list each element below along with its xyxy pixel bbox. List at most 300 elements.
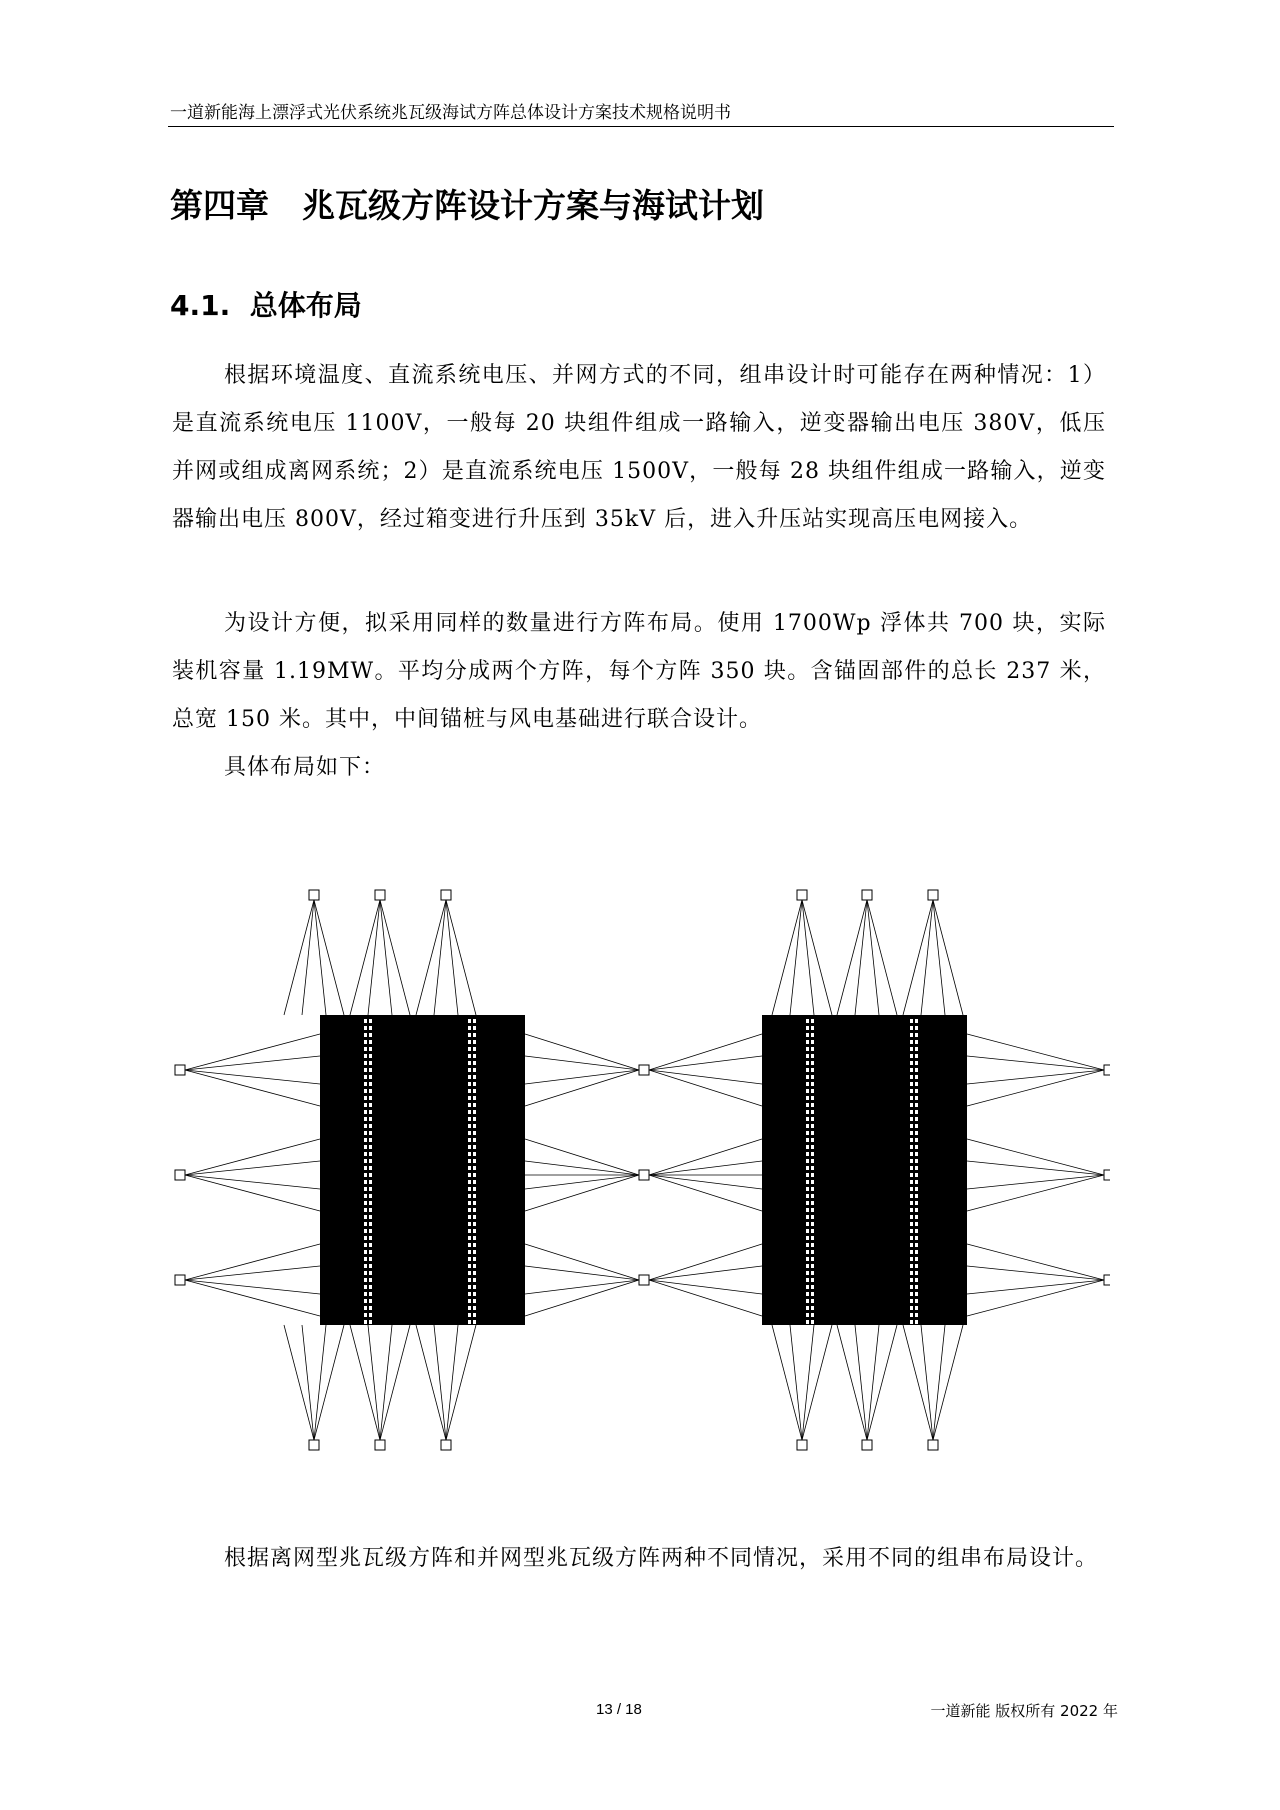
anchor-bottom-1-2 bbox=[928, 1440, 938, 1450]
walkway-mark bbox=[915, 1152, 918, 1156]
walkway-mark bbox=[369, 1320, 372, 1324]
walkway-mark bbox=[915, 1089, 918, 1093]
walkway-mark bbox=[915, 1103, 918, 1107]
walkway-mark bbox=[811, 1096, 814, 1100]
walkway-mark bbox=[910, 1145, 913, 1149]
walkway-mark bbox=[915, 1278, 918, 1282]
mooring-line-side bbox=[649, 1175, 762, 1189]
walkway-mark bbox=[910, 1222, 913, 1226]
walkway-mark bbox=[473, 1054, 476, 1058]
walkway-mark bbox=[910, 1201, 913, 1205]
walkway-mark bbox=[364, 1173, 367, 1177]
walkway-mark bbox=[369, 1068, 372, 1072]
walkway-mark bbox=[468, 1103, 471, 1107]
walkway-mark bbox=[806, 1222, 809, 1226]
walkway-mark bbox=[910, 1208, 913, 1212]
walkway-mark bbox=[364, 1096, 367, 1100]
walkway-mark bbox=[915, 1019, 918, 1023]
walkway-mark bbox=[910, 1117, 913, 1121]
walkway-mark bbox=[811, 1054, 814, 1058]
walkway-mark bbox=[910, 1229, 913, 1233]
mooring-line-side bbox=[967, 1070, 1104, 1084]
walkway-mark bbox=[910, 1257, 913, 1261]
walkway-mark bbox=[915, 1145, 918, 1149]
walkway-mark bbox=[369, 1138, 372, 1142]
walkway-mark bbox=[915, 1243, 918, 1247]
walkway-mark bbox=[811, 1047, 814, 1051]
walkway-mark bbox=[473, 1089, 476, 1093]
walkway-mark bbox=[369, 1215, 372, 1219]
mooring-line-side bbox=[185, 1175, 320, 1189]
mooring-line-side bbox=[649, 1161, 762, 1175]
walkway-mark bbox=[910, 1019, 913, 1023]
walkway-mark bbox=[915, 1313, 918, 1317]
mooring-line-top bbox=[284, 900, 314, 1015]
walkway-mark bbox=[369, 1292, 372, 1296]
mooring-line-side bbox=[525, 1139, 639, 1175]
walkway-mark bbox=[468, 1313, 471, 1317]
walkway-mark bbox=[473, 1040, 476, 1044]
walkway-mark bbox=[915, 1110, 918, 1114]
walkway-mark bbox=[473, 1061, 476, 1065]
walkway-mark bbox=[910, 1278, 913, 1282]
walkway-mark bbox=[811, 1194, 814, 1198]
walkway-mark bbox=[364, 1257, 367, 1261]
walkway-mark bbox=[473, 1152, 476, 1156]
walkway-mark bbox=[369, 1180, 372, 1184]
walkway-mark bbox=[473, 1173, 476, 1177]
walkway-mark bbox=[364, 1166, 367, 1170]
walkway-mark bbox=[468, 1257, 471, 1261]
walkway-mark bbox=[811, 1061, 814, 1065]
walkway-mark bbox=[915, 1292, 918, 1296]
mooring-line-bottom bbox=[837, 1325, 867, 1440]
mooring-line-side bbox=[185, 1244, 320, 1280]
walkway-mark bbox=[915, 1159, 918, 1163]
mooring-line-side bbox=[967, 1139, 1104, 1175]
mooring-line-bottom bbox=[802, 1325, 832, 1440]
walkway-mark bbox=[910, 1026, 913, 1030]
walkway-mark bbox=[910, 1180, 913, 1184]
walkway-mark bbox=[915, 1061, 918, 1065]
walkway-mark bbox=[806, 1166, 809, 1170]
walkway-mark bbox=[910, 1040, 913, 1044]
walkway-mark bbox=[915, 1047, 918, 1051]
walkway-mark bbox=[473, 1229, 476, 1233]
mooring-line-side bbox=[967, 1161, 1104, 1175]
mooring-line-top bbox=[350, 900, 380, 1015]
walkway-mark bbox=[915, 1229, 918, 1233]
walkway-mark bbox=[915, 1138, 918, 1142]
section-title: 4.1. 总体布局 bbox=[170, 289, 362, 322]
walkway-mark bbox=[811, 1019, 814, 1023]
walkway-mark bbox=[468, 1096, 471, 1100]
walkway-mark bbox=[473, 1159, 476, 1163]
walkway-mark bbox=[473, 1033, 476, 1037]
walkway-mark bbox=[468, 1208, 471, 1212]
walkway-mark bbox=[806, 1208, 809, 1212]
walkway-mark bbox=[364, 1159, 367, 1163]
walkway-mark bbox=[468, 1124, 471, 1128]
walkway-mark bbox=[364, 1208, 367, 1212]
walkway-mark bbox=[473, 1103, 476, 1107]
walkway-mark bbox=[811, 1201, 814, 1205]
mooring-line-top bbox=[314, 900, 344, 1015]
paragraph-4: 根据离网型兆瓦级方阵和并网型兆瓦级方阵两种不同情况，采用不同的组串布局设计。 bbox=[224, 1546, 1099, 1571]
walkway-mark bbox=[811, 1040, 814, 1044]
mooring-line-side bbox=[649, 1070, 762, 1106]
walkway-mark bbox=[811, 1145, 814, 1149]
walkway-mark bbox=[806, 1131, 809, 1135]
walkway-mark bbox=[364, 1103, 367, 1107]
walkway-mark bbox=[468, 1082, 471, 1086]
walkway-mark bbox=[468, 1110, 471, 1114]
walkway-mark bbox=[473, 1180, 476, 1184]
walkway-mark bbox=[369, 1306, 372, 1310]
mooring-line-side bbox=[967, 1280, 1104, 1316]
walkway-mark bbox=[910, 1313, 913, 1317]
walkway-mark bbox=[910, 1103, 913, 1107]
walkway-mark bbox=[369, 1278, 372, 1282]
walkway-mark bbox=[364, 1243, 367, 1247]
mooring-line-top bbox=[933, 900, 963, 1015]
walkway-mark bbox=[811, 1166, 814, 1170]
walkway-mark bbox=[473, 1124, 476, 1128]
walkway-mark bbox=[806, 1061, 809, 1065]
walkway-mark bbox=[369, 1075, 372, 1079]
mooring-line-side bbox=[525, 1175, 639, 1211]
mooring-line-bottom bbox=[933, 1325, 945, 1440]
walkway-mark bbox=[915, 1173, 918, 1177]
walkway-mark bbox=[910, 1306, 913, 1310]
walkway-mark bbox=[915, 1201, 918, 1205]
walkway-mark bbox=[468, 1152, 471, 1156]
walkway-mark bbox=[468, 1173, 471, 1177]
walkway-mark bbox=[811, 1250, 814, 1254]
walkway-mark bbox=[806, 1103, 809, 1107]
walkway-mark bbox=[806, 1082, 809, 1086]
paragraph-1: 根据环境温度、直流系统电压、并网方式的不同，组串设计时可能存在两种情况：1）是直流系统电压 1100V，一般每 20 块组件组成一路输入，逆变器输出电压 380V，低压并网或组成离网系统；2）是直流系统电压 1500V，一般每 28 块组件组成一路输入，逆变器输出电压 800V，经过箱变进行升压到 35kV 后，进入升压站实现高压电网接入。 bbox=[172, 363, 1106, 532]
walkway-mark bbox=[915, 1320, 918, 1324]
mooring-line-bottom bbox=[416, 1325, 446, 1440]
anchor-top-0-2 bbox=[441, 890, 451, 900]
walkway-mark bbox=[915, 1194, 918, 1198]
mooring-line-side bbox=[525, 1175, 639, 1189]
walkway-mark bbox=[910, 1166, 913, 1170]
walkway-mark bbox=[364, 1110, 367, 1114]
walkway-mark bbox=[915, 1271, 918, 1275]
walkway-mark bbox=[473, 1138, 476, 1142]
walkway-mark bbox=[468, 1187, 471, 1191]
walkway-mark bbox=[364, 1131, 367, 1135]
walkway-mark bbox=[364, 1201, 367, 1205]
walkway-mark bbox=[806, 1271, 809, 1275]
walkway-mark bbox=[473, 1292, 476, 1296]
paragraph-3: 具体布局如下： bbox=[224, 755, 386, 780]
mooring-line-side bbox=[185, 1161, 320, 1175]
walkway-mark bbox=[369, 1264, 372, 1268]
walkway-mark bbox=[468, 1117, 471, 1121]
walkway-mark bbox=[910, 1131, 913, 1135]
walkway-mark bbox=[915, 1075, 918, 1079]
walkway-mark bbox=[369, 1117, 372, 1121]
walkway-mark bbox=[811, 1264, 814, 1268]
walkway-mark bbox=[806, 1180, 809, 1184]
walkway-mark bbox=[364, 1145, 367, 1149]
walkway-mark bbox=[806, 1243, 809, 1247]
mooring-line-bottom bbox=[368, 1325, 380, 1440]
mooring-line-bottom bbox=[867, 1325, 879, 1440]
mooring-line-top bbox=[380, 900, 410, 1015]
walkway-mark bbox=[468, 1243, 471, 1247]
walkway-mark bbox=[915, 1180, 918, 1184]
walkway-mark bbox=[364, 1313, 367, 1317]
mooring-line-side bbox=[525, 1070, 639, 1106]
walkway-mark bbox=[369, 1201, 372, 1205]
mooring-line-bottom bbox=[772, 1325, 802, 1440]
walkway-mark bbox=[910, 1159, 913, 1163]
walkway-mark bbox=[364, 1180, 367, 1184]
walkway-mark bbox=[364, 1187, 367, 1191]
walkway-mark bbox=[369, 1229, 372, 1233]
walkway-mark bbox=[364, 1061, 367, 1065]
walkway-mark bbox=[364, 1278, 367, 1282]
walkway-mark bbox=[806, 1040, 809, 1044]
walkway-mark bbox=[468, 1194, 471, 1198]
walkway-mark bbox=[811, 1187, 814, 1191]
walkway-mark bbox=[468, 1292, 471, 1296]
walkway-mark bbox=[369, 1082, 372, 1086]
walkway-mark bbox=[468, 1278, 471, 1282]
walkway-mark bbox=[473, 1019, 476, 1023]
mooring-line-bottom bbox=[867, 1325, 897, 1440]
mooring-line-side bbox=[525, 1280, 639, 1294]
walkway-mark bbox=[473, 1187, 476, 1191]
mooring-line-top bbox=[446, 900, 458, 1015]
walkway-mark bbox=[468, 1264, 471, 1268]
walkway-mark bbox=[915, 1250, 918, 1254]
walkway-mark bbox=[910, 1264, 913, 1268]
walkway-mark bbox=[910, 1173, 913, 1177]
walkway-mark bbox=[473, 1096, 476, 1100]
anchor-bottom-1-0 bbox=[797, 1440, 807, 1450]
walkway-mark bbox=[811, 1131, 814, 1135]
anchor-bottom-0-0 bbox=[309, 1440, 319, 1450]
anchor-bottom-1-1 bbox=[862, 1440, 872, 1450]
mooring-line-side bbox=[185, 1280, 320, 1316]
walkway-mark bbox=[468, 1089, 471, 1093]
walkway-mark bbox=[811, 1222, 814, 1226]
walkway-mark bbox=[910, 1194, 913, 1198]
walkway-mark bbox=[364, 1236, 367, 1240]
walkway-mark bbox=[806, 1306, 809, 1310]
walkway-mark bbox=[364, 1117, 367, 1121]
walkway-mark bbox=[369, 1250, 372, 1254]
walkway-mark bbox=[915, 1033, 918, 1037]
walkway-mark bbox=[910, 1047, 913, 1051]
walkway-mark bbox=[468, 1306, 471, 1310]
walkway-mark bbox=[364, 1054, 367, 1058]
walkway-mark bbox=[811, 1292, 814, 1296]
walkway-mark bbox=[811, 1243, 814, 1247]
walkway-mark bbox=[910, 1138, 913, 1142]
walkway-mark bbox=[915, 1040, 918, 1044]
walkway-mark bbox=[473, 1257, 476, 1261]
walkway-mark bbox=[915, 1299, 918, 1303]
walkway-mark bbox=[369, 1159, 372, 1163]
walkway-mark bbox=[468, 1145, 471, 1149]
mooring-line-bottom bbox=[921, 1325, 933, 1440]
walkway-mark bbox=[473, 1068, 476, 1072]
walkway-mark bbox=[468, 1201, 471, 1205]
walkway-mark bbox=[468, 1138, 471, 1142]
walkway-mark bbox=[364, 1215, 367, 1219]
walkway-mark bbox=[910, 1061, 913, 1065]
anchor-bottom-0-2 bbox=[441, 1440, 451, 1450]
anchor-top-1-0 bbox=[797, 890, 807, 900]
mooring-line-side bbox=[649, 1139, 762, 1175]
walkway-mark bbox=[473, 1026, 476, 1030]
walkway-mark bbox=[369, 1313, 372, 1317]
walkway-mark bbox=[369, 1166, 372, 1170]
walkway-mark bbox=[910, 1215, 913, 1219]
anchor-left-0 bbox=[175, 1065, 185, 1075]
mooring-line-top bbox=[416, 900, 446, 1015]
mooring-line-side bbox=[185, 1139, 320, 1175]
walkway-mark bbox=[910, 1187, 913, 1191]
mooring-line-bottom bbox=[446, 1325, 458, 1440]
mooring-line-side bbox=[967, 1280, 1104, 1294]
walkway-mark bbox=[910, 1250, 913, 1254]
mooring-line-side bbox=[967, 1244, 1104, 1280]
mooring-line-top bbox=[802, 900, 814, 1015]
mooring-line-side bbox=[649, 1175, 762, 1211]
walkway-mark bbox=[364, 1033, 367, 1037]
mooring-line-side bbox=[185, 1070, 320, 1084]
walkway-mark bbox=[473, 1271, 476, 1275]
walkway-mark bbox=[468, 1285, 471, 1289]
walkway-mark bbox=[811, 1285, 814, 1289]
walkway-mark bbox=[806, 1264, 809, 1268]
paragraph-2: 为设计方便，拟采用同样的数量进行方阵布局。使用 1700Wp 浮体共 700 块，实际装机容量 1.19MW。平均分成两个方阵，每个方阵 350 块。含锚固部件的总长 237 米，总宽 150 米。其中，中间锚桩与风电基础进行联合设计。 bbox=[172, 611, 1106, 732]
mooring-line-bottom bbox=[933, 1325, 963, 1440]
walkway-mark bbox=[364, 1229, 367, 1233]
walkway-mark bbox=[910, 1271, 913, 1275]
anchor-top-1-2 bbox=[928, 890, 938, 900]
anchor-top-1-1 bbox=[862, 890, 872, 900]
walkway-mark bbox=[369, 1243, 372, 1247]
walkway-mark bbox=[910, 1292, 913, 1296]
walkway-mark bbox=[811, 1236, 814, 1240]
walkway-mark bbox=[369, 1187, 372, 1191]
walkway-mark bbox=[369, 1285, 372, 1289]
mooring-line-side bbox=[185, 1070, 320, 1106]
walkway-mark bbox=[468, 1075, 471, 1079]
mooring-line-side bbox=[967, 1175, 1104, 1211]
mooring-line-side bbox=[525, 1244, 639, 1280]
walkway-mark bbox=[473, 1306, 476, 1310]
walkway-mark bbox=[811, 1152, 814, 1156]
anchor-middle-0 bbox=[639, 1065, 649, 1075]
anchor-top-0-1 bbox=[375, 890, 385, 900]
mooring-line-side bbox=[649, 1280, 762, 1294]
pv-array-block-2 bbox=[762, 1015, 967, 1325]
walkway-mark bbox=[369, 1096, 372, 1100]
header-rule bbox=[168, 126, 1114, 127]
chapter-title: 第四章 兆瓦级方阵设计方案与海试计划 bbox=[170, 186, 764, 225]
walkway-mark bbox=[811, 1110, 814, 1114]
walkway-mark bbox=[806, 1075, 809, 1079]
mooring-line-side bbox=[649, 1034, 762, 1070]
walkway-mark bbox=[910, 1152, 913, 1156]
mooring-line-top bbox=[790, 900, 802, 1015]
walkway-mark bbox=[468, 1068, 471, 1072]
pv-array-block-1 bbox=[320, 1015, 525, 1325]
walkway-mark bbox=[811, 1103, 814, 1107]
mooring-line-top bbox=[867, 900, 897, 1015]
walkway-mark bbox=[468, 1320, 471, 1324]
walkway-mark bbox=[806, 1236, 809, 1240]
walkway-mark bbox=[915, 1166, 918, 1170]
walkway-mark bbox=[369, 1033, 372, 1037]
walkway-mark bbox=[364, 1250, 367, 1254]
walkway-mark bbox=[910, 1075, 913, 1079]
mooring-line-bottom bbox=[314, 1325, 344, 1440]
walkway-mark bbox=[806, 1292, 809, 1296]
walkway-mark bbox=[364, 1264, 367, 1268]
mooring-line-side bbox=[525, 1070, 639, 1084]
mooring-line-bottom bbox=[790, 1325, 802, 1440]
walkway-mark bbox=[369, 1222, 372, 1226]
walkway-mark bbox=[915, 1306, 918, 1310]
walkway-mark bbox=[468, 1026, 471, 1030]
anchor-right-1 bbox=[1104, 1170, 1110, 1180]
walkway-mark bbox=[364, 1124, 367, 1128]
mooring-line-side bbox=[185, 1175, 320, 1211]
walkway-mark bbox=[806, 1250, 809, 1254]
mooring-line-top bbox=[837, 900, 867, 1015]
walkway-mark bbox=[468, 1061, 471, 1065]
walkway-mark bbox=[369, 1061, 372, 1065]
walkway-mark bbox=[811, 1033, 814, 1037]
mooring-line-top bbox=[446, 900, 476, 1015]
walkway-mark bbox=[806, 1313, 809, 1317]
walkway-mark bbox=[364, 1047, 367, 1051]
walkway-mark bbox=[364, 1222, 367, 1226]
walkway-mark bbox=[915, 1068, 918, 1072]
walkway-mark bbox=[806, 1096, 809, 1100]
anchor-middle-1 bbox=[639, 1170, 649, 1180]
mooring-line-bottom bbox=[302, 1325, 314, 1440]
mooring-line-side bbox=[967, 1070, 1104, 1106]
walkway-mark bbox=[364, 1026, 367, 1030]
walkway-mark bbox=[369, 1040, 372, 1044]
walkway-mark bbox=[806, 1257, 809, 1261]
walkway-mark bbox=[468, 1047, 471, 1051]
walkway-mark bbox=[811, 1089, 814, 1093]
walkway-mark bbox=[811, 1068, 814, 1072]
walkway-mark bbox=[915, 1054, 918, 1058]
walkway-mark bbox=[910, 1299, 913, 1303]
walkway-mark bbox=[811, 1117, 814, 1121]
walkway-mark bbox=[369, 1089, 372, 1093]
mooring-line-top bbox=[302, 900, 314, 1015]
walkway-mark bbox=[806, 1229, 809, 1233]
walkway-mark bbox=[369, 1054, 372, 1058]
walkway-mark bbox=[369, 1299, 372, 1303]
walkway-mark bbox=[369, 1236, 372, 1240]
mooring-line-bottom bbox=[855, 1325, 867, 1440]
